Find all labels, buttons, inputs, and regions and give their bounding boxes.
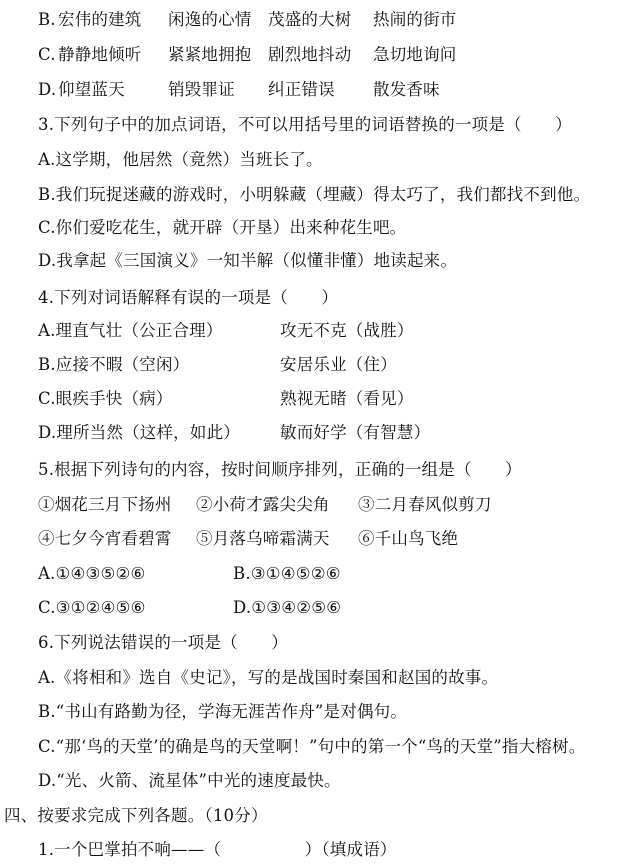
q2-option-c-item-2: 紧紧地拥抱	[168, 45, 252, 64]
q4-option-d-right: 敏而好学（有智慧）	[280, 423, 431, 442]
section4-q1: 1.一个巴掌拍不响——（ ）（填成语）	[38, 840, 397, 859]
q5-option-d: D.①③④②⑤⑥	[233, 598, 342, 617]
q3-question: 3.下列句子中的加点词语，不可以用括号里的词语替换的一项是（ ）	[38, 115, 572, 134]
q5-poem-5: ⑤月落乌啼霜满天	[196, 529, 330, 548]
q4-option-a-left: A.理直气壮（公正合理）	[38, 321, 223, 340]
q6-option-d: D.“光、火箭、流星体”中光的速度最快。	[38, 771, 341, 790]
q2-option-d-label: D.	[38, 80, 57, 99]
q2-option-c-item-4: 急切地询问	[373, 45, 457, 64]
q4-option-b-left: B.应接不暇（空闲）	[38, 355, 190, 374]
q6-option-b: B.“书山有路勤为径，学海无涯苦作舟”是对偶句。	[38, 702, 408, 721]
q2-option-c-item-3: 剧烈地抖动	[268, 45, 352, 64]
q2-option-b-item-2: 闲逸的心情	[168, 10, 252, 29]
q2-option-b-item-3: 茂盛的大树	[268, 10, 352, 29]
q5-poem-3: ③二月春风似剪刀	[358, 495, 492, 514]
q2-option-d-item-1: 仰望蓝天	[58, 80, 125, 99]
q2-option-b-item-4: 热闹的街市	[373, 10, 457, 29]
q6-question: 6.下列说法错误的一项是（ ）	[38, 633, 288, 652]
q4-option-b-right: 安居乐业（住）	[280, 355, 397, 374]
q4-option-c-left: C.眼疾手快（病）	[38, 389, 173, 408]
q6-option-c: C.“那‘鸟的天堂’的确是鸟的天堂啊！”句中的第一个“鸟的天堂”指大榕树。	[38, 737, 586, 756]
q3-option-a: A.这学期，他居然（竟然）当班长了。	[38, 150, 323, 169]
q6-option-a: A.《将相和》选自《史记》，写的是战国时秦国和赵国的故事。	[38, 668, 499, 687]
q3-option-b: B.我们玩捉迷藏的游戏时，小明躲藏（埋藏）得太巧了，我们都找不到他。	[38, 185, 591, 204]
q2-option-c-item-1: 静静地倾听	[58, 45, 142, 64]
q5-option-c: C.③①②④⑤⑥	[38, 598, 146, 617]
q4-question: 4.下列对词语解释有误的一项是（ ）	[38, 288, 339, 307]
q4-option-a-right: 攻无不克（战胜）	[280, 321, 414, 340]
q5-option-b: B.③①④⑤②⑥	[233, 564, 341, 583]
q5-poem-6: ⑥千山鸟飞绝	[358, 529, 459, 548]
q4-option-c-right: 熟视无睹（看见）	[280, 389, 414, 408]
q5-question: 5.根据下列诗句的内容，按时间顺序排列，正确的一组是（ ）	[38, 460, 522, 479]
q3-option-d: D.我拿起《三国演义》一知半解（似懂非懂）地读起来。	[38, 251, 458, 270]
q5-poem-2: ②小荷才露尖尖角	[196, 495, 330, 514]
q2-option-d-item-2: 销毁罪证	[168, 80, 235, 99]
q2-option-d-item-4: 散发香味	[373, 80, 440, 99]
q5-option-a: A.①④③⑤②⑥	[38, 564, 146, 583]
q5-poem-4: ④七夕今宵看碧霄	[38, 529, 172, 548]
q2-option-b-item-1: 宏伟的建筑	[58, 10, 142, 29]
q3-option-c: C.你们爱吃花生，就开辟（开垦）出来种花生吧。	[38, 218, 407, 237]
q5-poem-1: ①烟花三月下扬州	[38, 495, 172, 514]
q2-option-d-item-3: 纠正错误	[268, 80, 335, 99]
q2-option-b-label: B.	[38, 10, 56, 29]
q2-option-c-label: C.	[38, 45, 56, 64]
section4-title: 四、按要求完成下列各题。（10分）	[4, 806, 268, 825]
q4-option-d-left: D.理所当然（这样，如此）	[38, 423, 240, 442]
